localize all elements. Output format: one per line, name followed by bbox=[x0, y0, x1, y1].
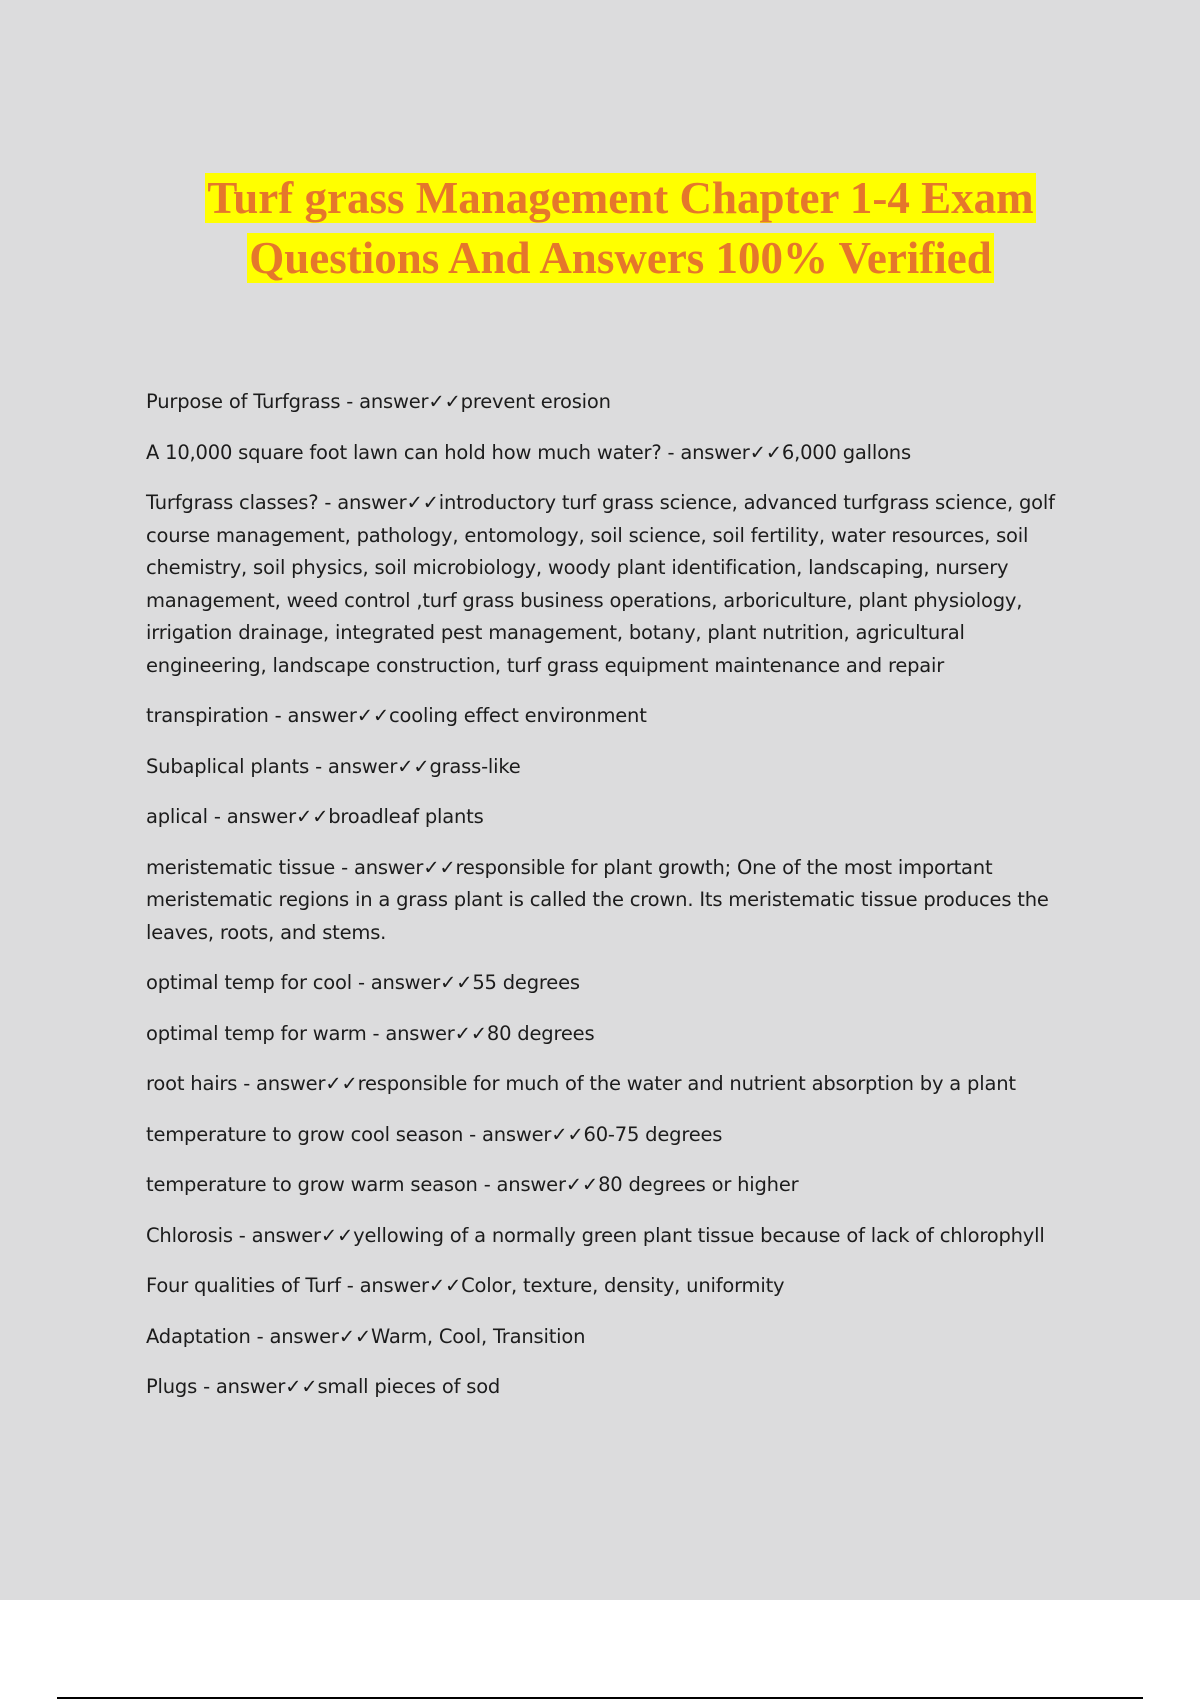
answer-separator: - answer bbox=[309, 754, 398, 778]
check-marks-icon: ✓✓ bbox=[749, 440, 782, 464]
answer-separator: - answer bbox=[335, 855, 424, 879]
question-text: Chlorosis bbox=[146, 1223, 233, 1247]
check-marks-icon: ✓✓ bbox=[285, 1375, 318, 1398]
answer-separator: - answer bbox=[477, 1173, 566, 1196]
answer-separator: - answer bbox=[351, 971, 441, 994]
check-marks-icon: ✓✓ bbox=[397, 754, 430, 778]
question-text: Four qualities of Turf bbox=[146, 1274, 341, 1297]
question-text: Subaplical plants bbox=[146, 754, 310, 778]
answer-separator: - answer bbox=[268, 704, 357, 727]
answer-text: 60-75 degrees bbox=[583, 1122, 723, 1146]
check-marks-icon: ✓✓ bbox=[338, 1324, 372, 1348]
answer-separator: - answer bbox=[197, 1375, 286, 1398]
question-text: temperature to grow warm season bbox=[146, 1173, 478, 1196]
check-marks-icon: ✓✓ bbox=[423, 855, 456, 879]
question-text: transpiration bbox=[146, 704, 269, 727]
qa-item bbox=[146, 1220, 1086, 1253]
answer-text: yellowing of a normally green plant tissue because of lack of chlorophyll bbox=[353, 1223, 1045, 1247]
answer-text: small pieces of sod bbox=[317, 1375, 501, 1398]
qa-item bbox=[146, 967, 1086, 1000]
qa-item bbox=[146, 437, 1086, 470]
qa-item bbox=[146, 1270, 1086, 1303]
question-text: Plugs bbox=[146, 1375, 198, 1398]
answer-text: Color, texture, density, uniformity bbox=[461, 1274, 785, 1297]
qa-item bbox=[146, 1371, 1086, 1404]
answer-separator: - answer bbox=[318, 491, 407, 514]
question-text: Turfgrass classes? bbox=[146, 491, 319, 514]
question-text: temperature to grow cool season bbox=[146, 1122, 464, 1146]
question-text: optimal temp for warm bbox=[146, 1021, 367, 1045]
question-text: A 10,000 square foot lawn can hold how much water? bbox=[146, 440, 662, 464]
answer-text: responsible for plant growth; One of the most important meristematic regions in a grass plant is called the crown. Its meristematic tissue produces the leaves, roots, and stems. bbox=[146, 855, 1049, 944]
answer-text: introductory turf grass science, advanced turfgrass science, golf course management, pathology, entomology, soil science, soil fertility, water resources, soil chemistry, soil physics, soil microbiology, woody plant identification, landscaping, nursery management, weed control ,turf grass business operations, arboriculture, plant physiology, irrigation drainage, integrated pest management, botany, plant nutrition, agricultural engineering, landscape construction, turf grass equipment maintenance and repair bbox=[146, 491, 1055, 677]
check-marks-icon: ✓✓ bbox=[440, 971, 473, 994]
question-text: Purpose of Turfgrass bbox=[146, 390, 341, 413]
title-line-1: Turf grass Management Chapter 1-4 Exam bbox=[207, 173, 1034, 223]
check-marks-icon: ✓✓ bbox=[454, 1021, 487, 1045]
question-text: optimal temp for cool bbox=[146, 971, 352, 994]
qa-item bbox=[146, 1018, 1086, 1051]
title-line-2: Questions And Answers 100% Verified bbox=[249, 233, 992, 283]
answer-text: 6,000 gallons bbox=[781, 440, 911, 464]
answer-separator: - answer bbox=[232, 1223, 321, 1247]
answer-text: responsible for much of the water and nutrient absorption by a plant bbox=[357, 1072, 1016, 1095]
qa-item bbox=[146, 487, 1086, 682]
answer-text: 55 degrees bbox=[472, 971, 580, 994]
qa-item bbox=[146, 386, 1086, 419]
qa-item bbox=[146, 1321, 1086, 1354]
answer-separator: - answer bbox=[237, 1072, 326, 1095]
answer-separator: - answer bbox=[250, 1324, 339, 1348]
answer-text: broadleaf plants bbox=[328, 805, 484, 828]
question-text: root hairs bbox=[146, 1072, 238, 1095]
check-marks-icon: ✓✓ bbox=[565, 1173, 599, 1196]
qa-list bbox=[146, 386, 1086, 1422]
answer-separator: - answer bbox=[340, 390, 429, 413]
answer-separator: - answer bbox=[463, 1122, 552, 1146]
check-marks-icon: ✓✓ bbox=[406, 491, 439, 514]
qa-item bbox=[146, 1119, 1086, 1152]
answer-text: prevent erosion bbox=[460, 390, 611, 413]
answer-text: cooling effect environment bbox=[389, 704, 647, 727]
qa-item bbox=[146, 1068, 1086, 1101]
check-marks-icon: ✓✓ bbox=[428, 1274, 462, 1297]
answer-separator: - answer bbox=[340, 1274, 429, 1297]
qa-item bbox=[146, 1169, 1086, 1202]
question-text: Adaptation bbox=[146, 1324, 251, 1348]
check-marks-icon: ✓✓ bbox=[320, 1223, 354, 1247]
answer-separator: - answer bbox=[366, 1021, 455, 1045]
answer-text: 80 degrees bbox=[486, 1021, 595, 1045]
answer-text: grass-like bbox=[429, 754, 521, 778]
qa-item bbox=[146, 852, 1086, 950]
check-marks-icon: ✓✓ bbox=[551, 1122, 584, 1146]
answer-separator: - answer bbox=[661, 440, 750, 464]
check-marks-icon: ✓✓ bbox=[356, 704, 390, 727]
answer-text: 80 degrees or higher bbox=[598, 1173, 799, 1196]
check-marks-icon: ✓✓ bbox=[295, 805, 329, 828]
check-marks-icon: ✓✓ bbox=[325, 1072, 358, 1095]
question-text: aplical bbox=[146, 805, 208, 828]
qa-item bbox=[146, 751, 1086, 784]
qa-item bbox=[146, 700, 1086, 733]
question-text: meristematic tissue bbox=[146, 855, 336, 879]
footer-divider bbox=[57, 1697, 1143, 1699]
qa-item bbox=[146, 801, 1086, 834]
check-marks-icon: ✓✓ bbox=[428, 390, 461, 413]
answer-text: Warm, Cool, Transition bbox=[371, 1324, 586, 1348]
document-title bbox=[0, 168, 1200, 288]
answer-separator: - answer bbox=[207, 805, 296, 828]
